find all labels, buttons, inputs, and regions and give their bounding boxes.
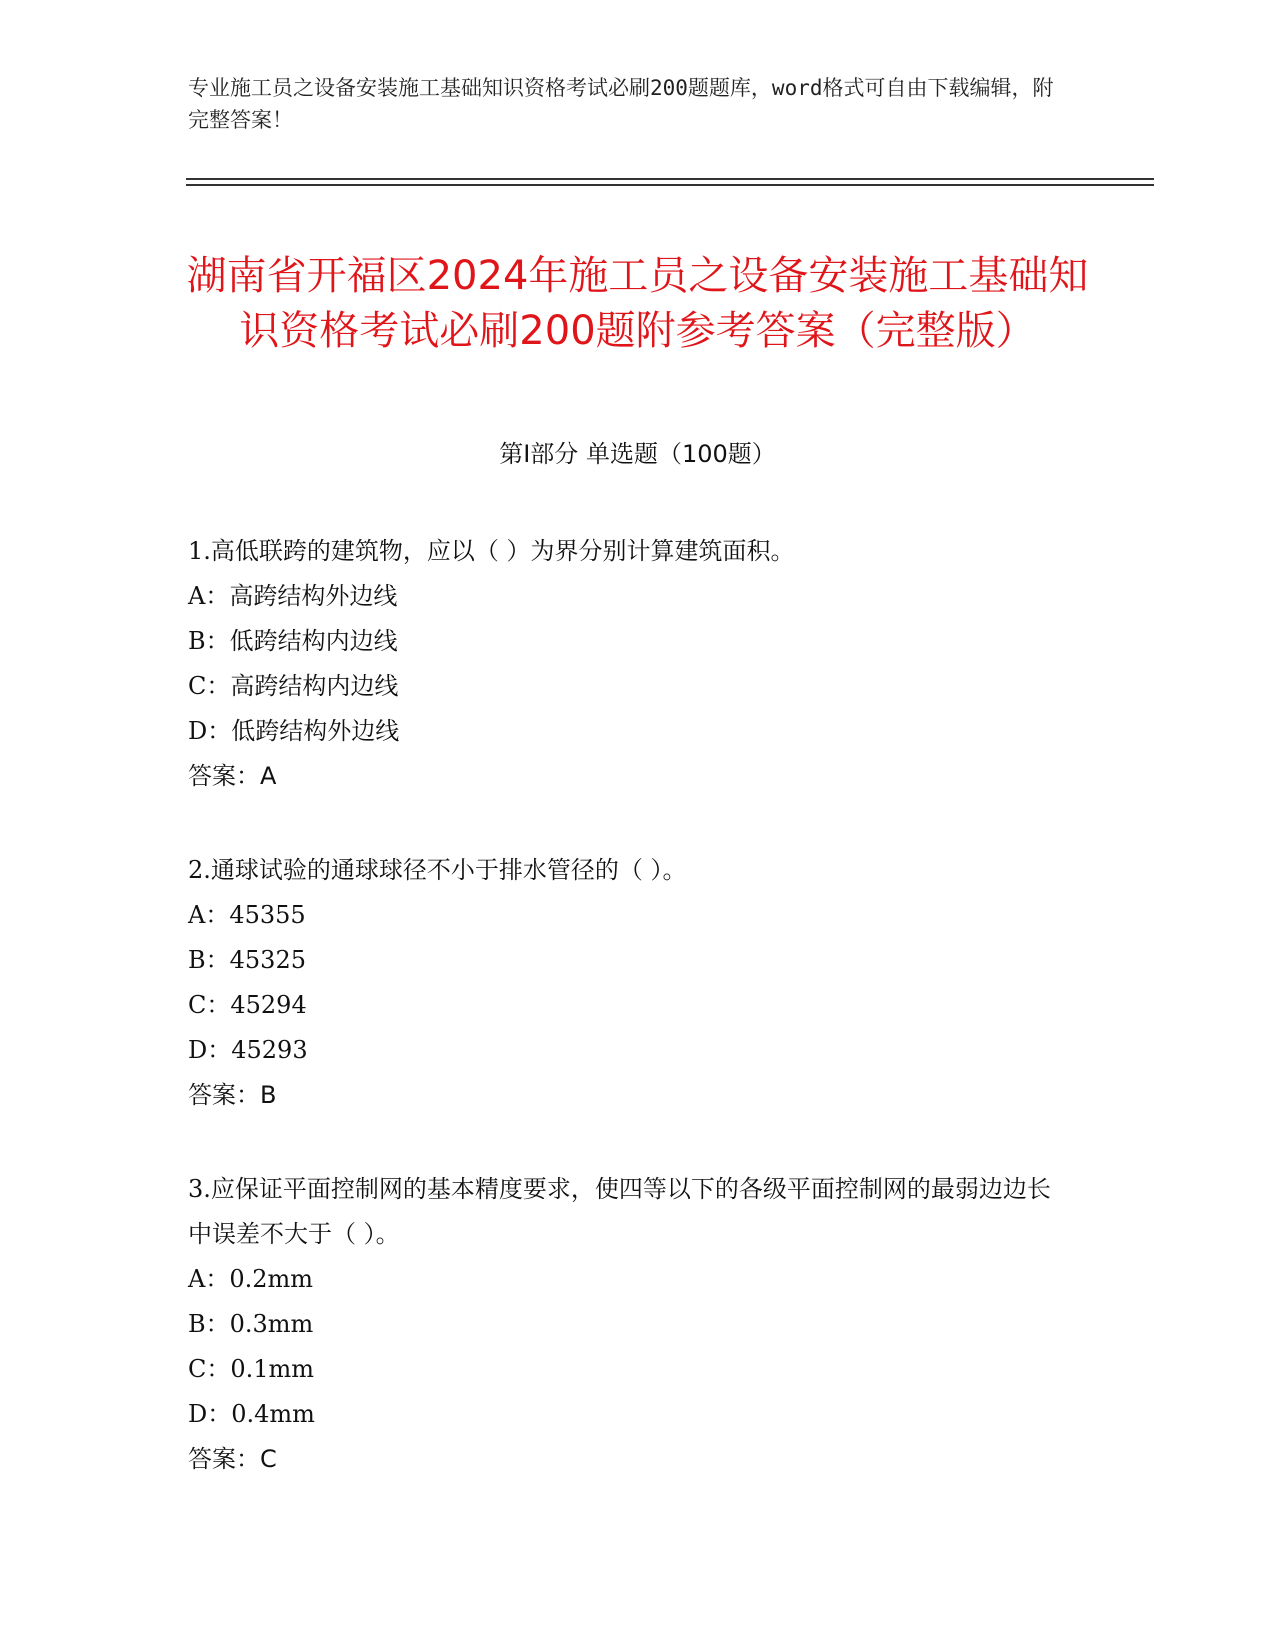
answer: 答案：C — [188, 1445, 277, 1473]
option-d: D：0.4mm — [188, 1400, 315, 1428]
header-divider-top — [186, 178, 1154, 180]
question-stem: 1.高低联跨的建筑物，应以（ ）为界分别计算建筑面积。 — [188, 537, 795, 565]
option-b: B：45325 — [188, 946, 306, 974]
option-d: D：低跨结构外边线 — [188, 717, 400, 745]
question-stem: 2.通球试验的通球球径不小于排水管径的（ ）。 — [188, 856, 687, 884]
question-2 — [188, 848, 1068, 1118]
option-a: A：0.2mm — [188, 1265, 314, 1293]
document-title: 湖南省开福区2024年施工员之设备安装施工基础知识资格考试必刷200题附参考答案（完整版） — [186, 252, 1089, 354]
option-c: C：0.1mm — [188, 1355, 315, 1383]
section-heading: 第Ⅰ部分 单选题（100题） — [499, 440, 776, 468]
question-1 — [188, 529, 1068, 799]
header-note: 专业施工员之设备安装施工基础知识资格考试必刷200题题库，word格式可自由下载编辑，附完整答案！ — [188, 76, 1054, 132]
option-c: C：高跨结构内边线 — [188, 672, 399, 700]
header-divider-bottom — [186, 184, 1154, 186]
option-d: D：45293 — [188, 1036, 308, 1064]
option-b: B：低跨结构内边线 — [188, 627, 398, 655]
answer: 答案：B — [188, 1081, 277, 1109]
answer: 答案：A — [188, 762, 277, 790]
option-a: A：高跨结构外边线 — [188, 582, 398, 610]
question-stem: 3.应保证平面控制网的基本精度要求，使四等以下的各级平面控制网的最弱边边长中误差不大于（ ）。 — [188, 1175, 1051, 1248]
option-c: C：45294 — [188, 991, 307, 1019]
option-b: B：0.3mm — [188, 1310, 314, 1338]
question-3 — [188, 1167, 1068, 1482]
option-a: A：45355 — [188, 901, 306, 929]
